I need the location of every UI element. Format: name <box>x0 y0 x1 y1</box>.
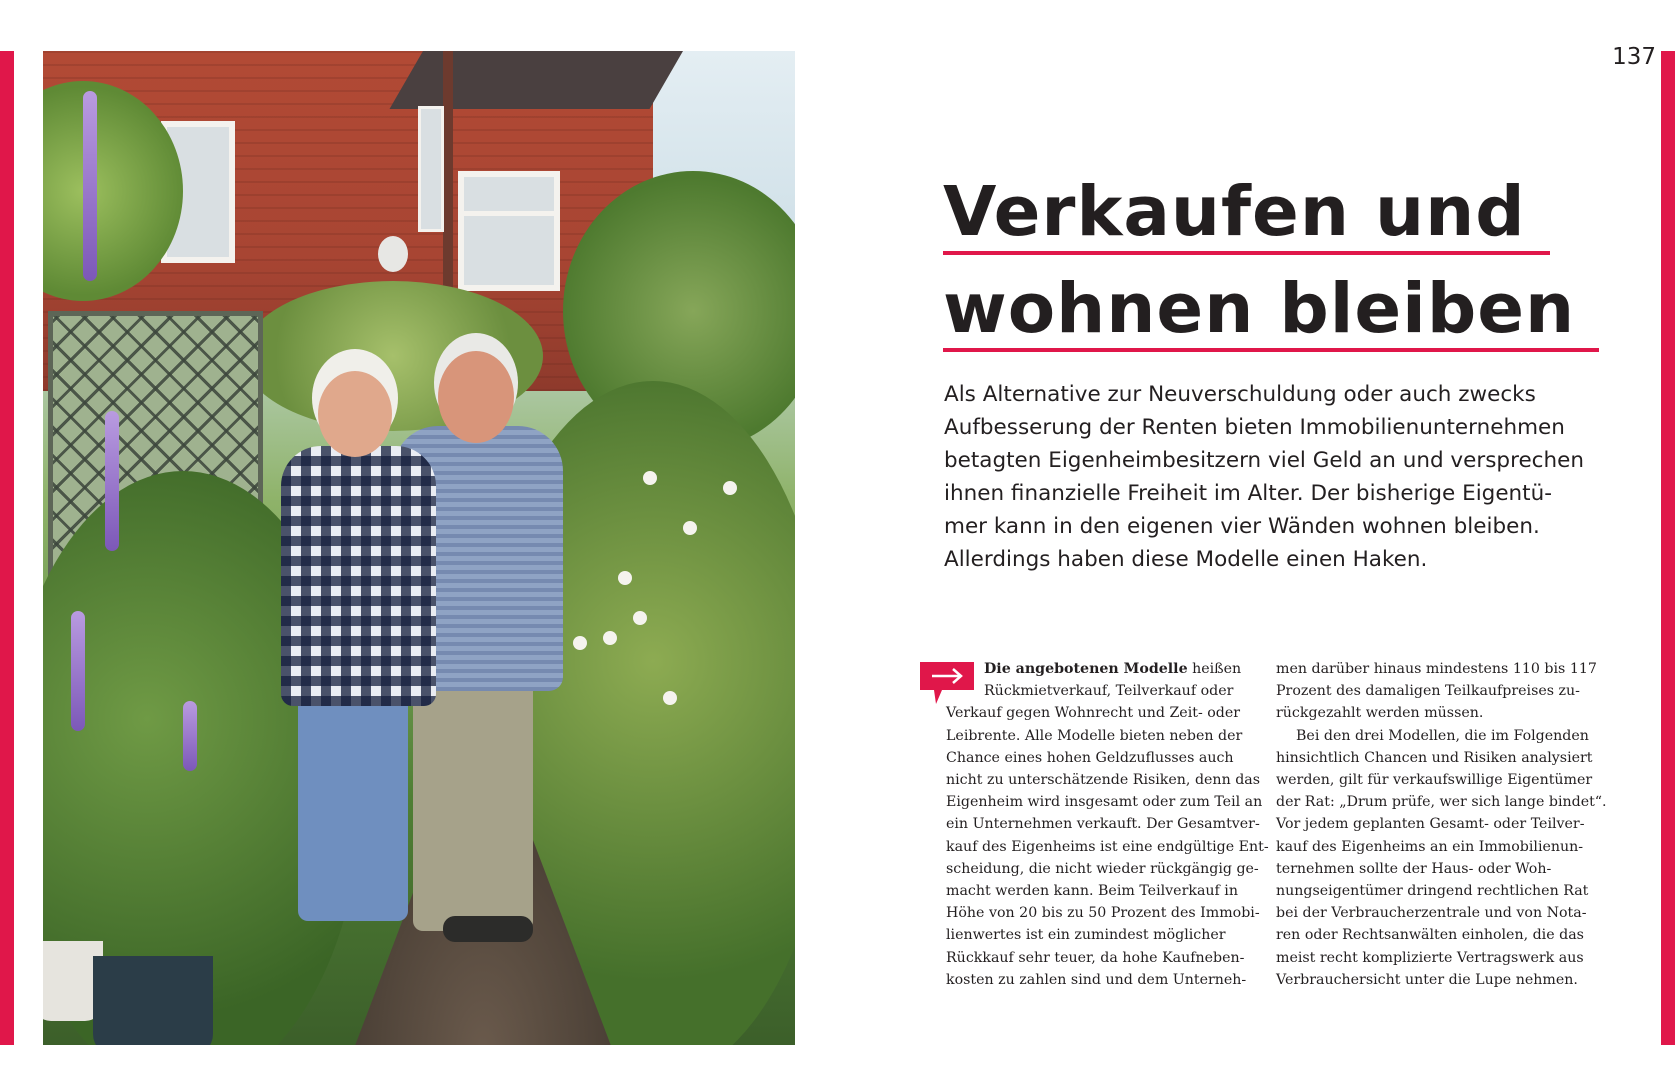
lead-line: ihnen finanzielle Freiheit im Alter. Der bisherige Eigentü- <box>944 481 1552 506</box>
body-column-right <box>1276 658 1607 991</box>
lead-line: Allerdings haben diese Modelle einen Haken. <box>944 547 1428 572</box>
body-line: bei der Verbraucherzentrale und von Nota- <box>1276 905 1587 922</box>
body-line: meist recht komplizierte Vertragswerk aus <box>1276 949 1584 966</box>
body-line: Bei den drei Modellen, die im Folgenden <box>1296 727 1589 744</box>
photo-flower <box>603 631 617 645</box>
photo-shoes <box>443 916 533 942</box>
photo-flower <box>643 471 657 485</box>
body-line: Höhe von 20 bis zu 50 Prozent des Immobi- <box>946 905 1260 922</box>
body-line: ternehmen sollte der Haus- oder Woh- <box>1276 860 1552 877</box>
photo-flower <box>573 636 587 650</box>
lead-in: Die angebotenen Modelle <box>984 661 1188 677</box>
photo-flower <box>633 611 647 625</box>
photo-woman <box>318 371 392 457</box>
title-line: wohnen bleiben <box>943 270 1599 352</box>
body-line: Prozent des damaligen Teilkaufpreises zu- <box>1276 683 1580 700</box>
photo-flower <box>663 691 677 705</box>
body-column-left <box>946 658 1269 991</box>
body-line: der Rat: „Drum prüfe, wer sich lange bindet“. <box>1276 794 1607 811</box>
photo-flower <box>683 521 697 535</box>
photo-lavender <box>83 91 97 281</box>
photo-lavender <box>71 611 85 731</box>
lead-line: mer kann in den eigenen vier Wänden wohnen bleiben. <box>944 514 1540 539</box>
body-line: Vor jedem geplanten Gesamt- oder Teilver- <box>1276 816 1585 833</box>
body-line: Rückkauf sehr teuer, da hohe Kaufneben- <box>946 949 1245 966</box>
photo-lavender <box>105 411 119 551</box>
body-line: kauf des Eigenheims ist eine endgültige Ent- <box>946 838 1269 855</box>
left-edge-bar <box>0 51 14 1045</box>
body-line: men darüber hinaus mindestens 110 bis 117 <box>1276 661 1597 677</box>
body-line: Chance eines hohen Geldzuflusses auch <box>946 749 1234 766</box>
body-line: lienwertes ist ein zumindest möglicher <box>946 927 1226 944</box>
body-line: Rückmietverkauf, Teilverkauf oder <box>984 683 1234 700</box>
couple-in-garden-photo <box>43 51 795 1045</box>
body-line: nicht zu unterschätzende Risiken, denn das <box>946 772 1261 789</box>
body-line: scheidung, die nicht wieder rückgängig ge- <box>946 860 1259 877</box>
body-line: Eigenheim wird insgesamt oder zum Teil an <box>946 794 1263 811</box>
body-line: Verbrauchersicht unter die Lupe nehmen. <box>1276 971 1578 988</box>
body-line: kauf des Eigenheims an ein Immobilienun- <box>1276 838 1584 855</box>
photo-flower-pot <box>93 956 213 1045</box>
body-text: heißen <box>1187 661 1242 677</box>
body-line: hinsichtlich Chancen und Risiken analysiert <box>1276 749 1593 766</box>
photo-man <box>438 351 514 443</box>
body-line: werden, gilt für verkaufswillige Eigentümer <box>1276 772 1593 789</box>
body-line: macht werden kann. Beim Teilverkauf in <box>946 883 1238 900</box>
page-number: 137 <box>1612 44 1656 70</box>
body-line: ein Unternehmen verkauft. Der Gesamtver- <box>946 816 1260 833</box>
lead-line: Aufbesserung der Renten bieten Immobilienunternehmen <box>944 415 1565 440</box>
title-line: Verkaufen und <box>943 173 1550 255</box>
photo-flower <box>618 571 632 585</box>
lead-line: Als Alternative zur Neuverschuldung oder auch zwecks <box>944 382 1536 407</box>
body-line: rückgezahlt werden müssen. <box>1276 705 1484 722</box>
body-line: ren oder Rechtsanwälten einholen, die das <box>1276 927 1584 944</box>
article-title <box>943 168 1603 362</box>
body-line <box>946 658 1258 680</box>
body-line: Verkauf gegen Wohnrecht und Zeit- oder <box>946 705 1241 722</box>
lead-paragraph <box>944 378 1604 576</box>
photo-roof <box>390 51 683 109</box>
body-line: Leibrente. Alle Modelle bieten neben der <box>946 727 1243 744</box>
lead-line: betagten Eigenheimbesitzern viel Geld an und versprechen <box>944 448 1584 473</box>
body-line: kosten zu zahlen sind und dem Unterneh- <box>946 971 1247 988</box>
photo-woman <box>298 691 408 921</box>
photo-satellite-dish <box>378 236 408 272</box>
photo-flower <box>723 481 737 495</box>
photo-woman <box>281 446 436 706</box>
photo-window <box>418 106 444 232</box>
body-line: nungseigentümer dringend rechtlichen Rat <box>1276 883 1589 900</box>
photo-lavender <box>183 701 197 771</box>
right-edge-bar <box>1661 51 1675 1045</box>
photo-window <box>458 171 560 291</box>
